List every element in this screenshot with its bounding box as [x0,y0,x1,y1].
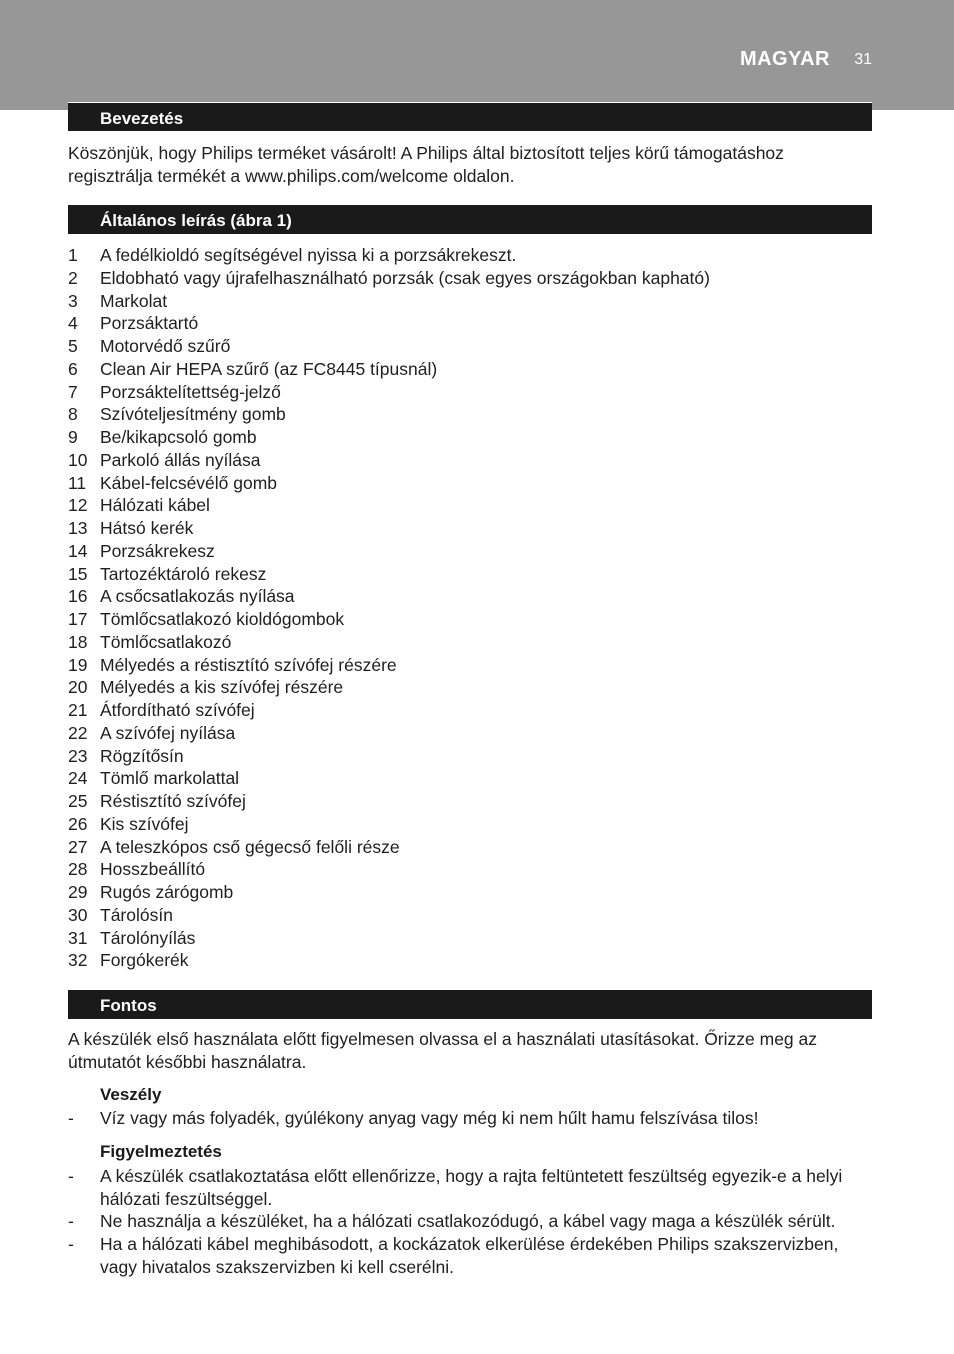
list-item-number: 10 [68,449,88,470]
list-item [68,358,868,381]
list-item-text: Kábel-felcsévélő gomb [100,472,278,493]
important-paragraph: A készülék első használata előtt figyelmesen olvassa el a használati utasításokat. Őrizze meg az útmutatót későbbi használatra. [68,1029,818,1072]
list-item [68,608,868,631]
language-label: MAGYAR [739,48,830,70]
parts-list [68,244,868,972]
list-item-text: Tömlő markolattal [100,768,240,789]
warning-item-text: Ne használja a készüléket, ha a hálózati csatlakozódugó, a kábel vagy maga a készülék sérült. [100,1211,836,1231]
list-item [68,426,868,449]
list-item-text: Be/kikapcsoló gomb [100,427,257,447]
list-item-text: Forgókerék [100,950,189,971]
list-item-number: 18 [68,631,88,652]
list-item-text: Átfordítható szívófej [100,700,255,720]
list-item-number: 17 [68,609,88,629]
list-item-number: 32 [68,950,88,971]
list-item [68,722,868,745]
list-item-number: 3 [68,290,78,311]
list-item [68,540,868,563]
warning-item [68,1210,868,1233]
list-item-text: A fedélkioldó segítségével nyissa ki a porzsákrekeszt. [100,245,517,265]
list-item-text: Porzsáktelítettség-jelző [100,381,281,402]
list-item-number: 30 [68,904,88,925]
list-item [68,631,868,654]
list-item-number: 23 [68,745,88,766]
list-item-text: Tömlőcsatlakozó [100,631,232,652]
list-item-number: 29 [68,882,88,902]
danger-heading: Veszély [100,1085,162,1104]
list-item-number: 19 [68,654,88,675]
list-item-number: 24 [68,768,88,789]
list-item-number: 11 [68,472,87,493]
list-item [68,699,868,722]
list-item-text: Réstisztító szívófej [100,791,246,811]
list-item-text: Tömlőcsatlakozó kioldógombok [100,609,345,629]
list-item [68,472,868,495]
list-item-number: 9 [68,427,78,447]
list-item-text: Porzsáktartó [100,313,199,334]
list-item [68,312,868,335]
list-item-text: Tárolósín [100,904,173,925]
list-item-text: Kis szívófej [100,813,189,834]
list-item [68,267,868,290]
bullet-dash: - [68,1108,74,1128]
list-item-number: 14 [68,540,88,561]
page-number: 31 [854,51,872,68]
list-item-text: A csőcsatlakozás nyílása [100,586,295,607]
list-item-number: 7 [68,381,78,402]
list-item-number: 16 [68,586,88,607]
list-item-number: 12 [68,495,88,516]
list-item [68,858,868,881]
list-item-text: Rögzítősín [100,745,184,766]
warning-item [68,1165,868,1210]
list-item [68,290,868,313]
list-item-text: Motorvédő szűrő [100,336,231,356]
list-item-number: 15 [68,563,88,584]
list-item [68,927,868,950]
list-item [68,244,868,267]
list-item-number: 8 [68,404,78,425]
list-item-text: Markolat [100,290,168,311]
list-item [68,813,868,836]
warning-item-text: A készülék csatlakoztatása előtt ellenőrizze, hogy a rajta feltüntetett feszültség egyezik-e a helyi hálózati feszültséggel. [100,1166,843,1209]
list-item-number: 13 [68,518,88,538]
list-item-text: Hálózati kábel [100,495,210,516]
bullet-dash: - [68,1166,74,1186]
list-item-number: 5 [68,336,78,356]
header-band [0,0,954,110]
section-heading-intro: Bevezetés [68,102,872,131]
list-item [68,790,868,813]
list-item-number: 25 [68,791,88,811]
list-item [68,517,868,540]
list-item [68,403,868,426]
list-item-number: 28 [68,859,88,880]
list-item-text: Hosszbeállító [100,859,206,880]
list-item-text: Porzsákrekesz [100,540,215,561]
list-item-number: 22 [68,722,88,743]
list-item-text: A szívófej nyílása [100,722,236,743]
list-item [68,585,868,608]
list-item [68,563,868,586]
danger-item [68,1107,868,1130]
list-item-text: Tárolónyílás [100,927,196,948]
list-item-text: A teleszkópos cső gégecső felőli része [100,836,400,857]
warning-item [68,1233,868,1278]
list-item-number: 6 [68,358,78,379]
intro-paragraph: Köszönjük, hogy Philips terméket vásárolt! A Philips által biztosított teljes körű támogatáshoz regisztrálja termékét a www.philips.com/welcome oldalon. [68,143,784,186]
list-item-number: 21 [68,700,88,720]
danger-item-text: Víz vagy más folyadék, gyúlékony anyag vagy még ki nem hűlt hamu felszívása tilos! [100,1108,759,1128]
list-item-text: Szívóteljesítmény gomb [100,404,286,425]
list-item [68,745,868,768]
list-item [68,654,868,677]
list-item [68,836,868,859]
list-item [68,335,868,358]
list-item-text: Hátsó kerék [100,518,194,538]
list-item-text: Eldobható vagy újrafelhasználható porzsák (csak egyes országokban kapható) [100,267,710,288]
section-heading-general: Általános leírás (ábra 1) [68,205,872,234]
warning-heading: Figyelmeztetés [100,1142,222,1161]
bullet-dash: - [68,1234,74,1254]
list-item [68,449,868,472]
list-item [68,676,868,699]
list-item-text: Tartozéktároló rekesz [100,563,267,584]
list-item [68,381,868,404]
list-item-number: 31 [68,927,88,948]
list-item-number: 26 [68,813,88,834]
list-item-number: 27 [68,836,88,857]
list-item-number: 4 [68,313,78,334]
list-item-number: 2 [68,267,78,288]
list-item [68,904,868,927]
list-item-text: Mélyedés a réstisztító szívófej részére [100,654,397,675]
list-item-text: Rugós zárógomb [100,882,234,902]
list-item-text: Clean Air HEPA szűrő (az FC8445 típusnál) [100,358,438,379]
bullet-dash: - [68,1211,74,1231]
warning-item-text: Ha a hálózati kábel meghibásodott, a kockázatok elkerülése érdekében Philips szakszervizben, vagy hivatalos szakszervizben ki kell cserélni. [100,1234,839,1277]
section-heading-important: Fontos [68,990,872,1019]
list-item-text: Parkoló állás nyílása [100,449,261,470]
list-item-number: 20 [68,677,88,698]
list-item-number: 1 [68,245,78,265]
list-item [68,767,868,790]
list-item [68,494,868,517]
list-item [68,881,868,904]
list-item [68,949,868,972]
list-item-text: Mélyedés a kis szívófej részére [100,677,344,698]
